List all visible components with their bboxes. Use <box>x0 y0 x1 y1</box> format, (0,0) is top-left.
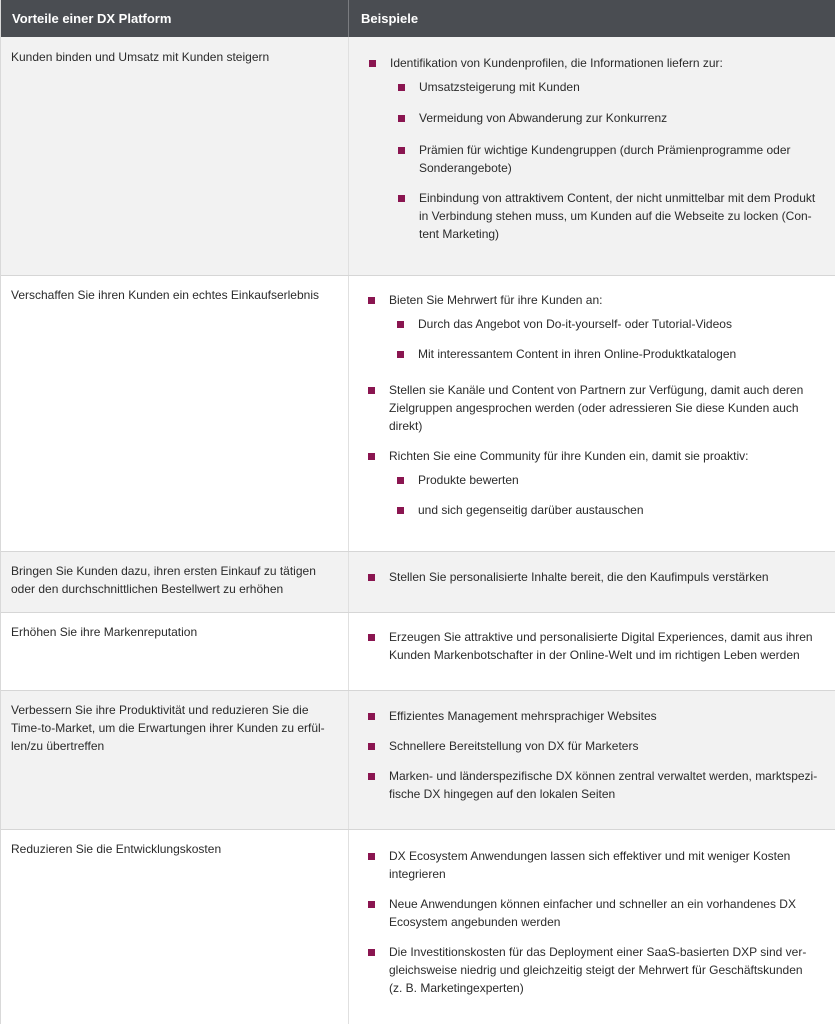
bullet-icon <box>397 507 404 514</box>
bullet-icon <box>398 115 405 122</box>
benefit-text: Bringen Sie Kunden dazu, ihren ersten Einkauf zu tätigen oder den durchschnittlichen Bestellwert zu erhöhen <box>11 564 316 596</box>
benefit-text: Verbessern Sie ihre Produktivität und reduzieren Sie die Time-to-Market, um die Erwartungen ihrer Kunden zu erfül- len/zu übertreffen <box>11 703 325 753</box>
benefit-text: Reduzieren Sie die Entwicklungskosten <box>11 842 222 856</box>
column-divider <box>348 276 349 551</box>
bullet-icon <box>397 321 404 328</box>
column-divider <box>348 830 349 1024</box>
bullet-icon <box>368 297 375 304</box>
bullet-icon <box>369 60 376 67</box>
table-row: Erhöhen Sie ihre Markenreputation Erzeugen Sie attraktive und personalisierte Digital Experiences, damit aus ihren Kunden Markenbotschafter in der Online-Welt und im richtigen Leben werden <box>1 613 835 691</box>
bullet-icon <box>368 453 375 460</box>
column-divider <box>348 552 349 612</box>
bullet-icon <box>398 147 405 154</box>
bullet-icon <box>368 901 375 908</box>
table-row: Kunden binden und Umsatz mit Kunden steigern Identifikation von Kundenprofilen, die Informationen liefern zur: Umsatzsteigerung mit Kunden Vermeidung von Abwanderung zur Konkurrenz Prämien für wichtige Kundengruppen (durch Prämienprogramme oder Sonderangebote) Einbindung von attraktivem Content, der nicht unmittelbar mit dem Produkt in Verbindung stehen muss, um Kunden auf die Webseite zu locken (Con- tent Marketing) <box>1 37 835 276</box>
bullet-icon <box>368 634 375 641</box>
column-divider <box>348 691 349 829</box>
column-divider <box>348 613 349 690</box>
bullet-icon <box>368 949 375 956</box>
benefit-text: Verschaffen Sie ihren Kunden ein echtes Einkaufserlebnis <box>11 288 319 302</box>
table-row: Verbessern Sie ihre Produktivität und reduzieren Sie die Time-to-Market, um die Erwartungen ihrer Kunden zu erfül- len/zu übertreffen Effizientes Management mehrsprachiger Websites Schnellere Bereitstellung von DX für Marketers Marken- und länderspezifische DX können zentral verwaltet werden, marktspezi- fische DX hingegen auf den lokalen Seiten <box>1 691 835 830</box>
header-divider <box>348 0 349 37</box>
bullet-icon <box>368 387 375 394</box>
table-row: Verschaffen Sie ihren Kunden ein echtes Einkaufserlebnis Bieten Sie Mehrwert für ihre Kunden an: Durch das Angebot von Do-it-yourself- oder Tutorial-Videos Mit interessantem Content in ihren Online-Produktkatalogen Stellen sie Kanäle und Content von Partnern zur Verfügung, damit auch deren Zielgruppen angesprochen werden (oder adressieren Sie diese Kunden auch direkt) Richten Sie eine Community für ihre Kunden ein, damit sie proaktiv: Produkte bewerten und sich gegenseitig darüber austauschen <box>1 276 835 552</box>
bullet-icon <box>397 351 404 358</box>
benefit-text: Erhöhen Sie ihre Markenreputation <box>11 625 198 639</box>
bullet-icon <box>368 853 375 860</box>
header-benefits: Vorteile einer DX Platform <box>12 11 172 26</box>
bullet-icon <box>397 477 404 484</box>
bullet-icon <box>368 574 375 581</box>
bullet-icon <box>398 84 405 91</box>
bullet-icon <box>368 713 375 720</box>
table-row: Bringen Sie Kunden dazu, ihren ersten Einkauf zu tätigen oder den durchschnittlichen Bestellwert zu erhöhen Stellen Sie personalisierte Inhalte bereit, die den Kaufimpuls verstärken <box>1 552 835 613</box>
bullet-icon <box>398 195 405 202</box>
bullet-icon <box>368 743 375 750</box>
benefit-text: Kunden binden und Umsatz mit Kunden steigern <box>11 50 270 64</box>
table-row: Reduzieren Sie die Entwicklungskosten DX Ecosystem Anwendungen lassen sich effektiver und mit weniger Kosten integrieren Neue Anwendungen können einfacher und schneller an ein vorhandenes DX Ecosystem angebunden werden Die Investitionskosten für das Deployment einer SaaS-basierten DXP sind ver- gleichsweise niedrig und gleichzeitig steigt der Mehrwert für Geschäftskunden (z. B. Marketingexperten) <box>1 830 835 1024</box>
table-header <box>1 0 835 37</box>
header-examples: Beispiele <box>361 11 419 26</box>
column-divider <box>348 37 349 275</box>
bullet-icon <box>368 773 375 780</box>
